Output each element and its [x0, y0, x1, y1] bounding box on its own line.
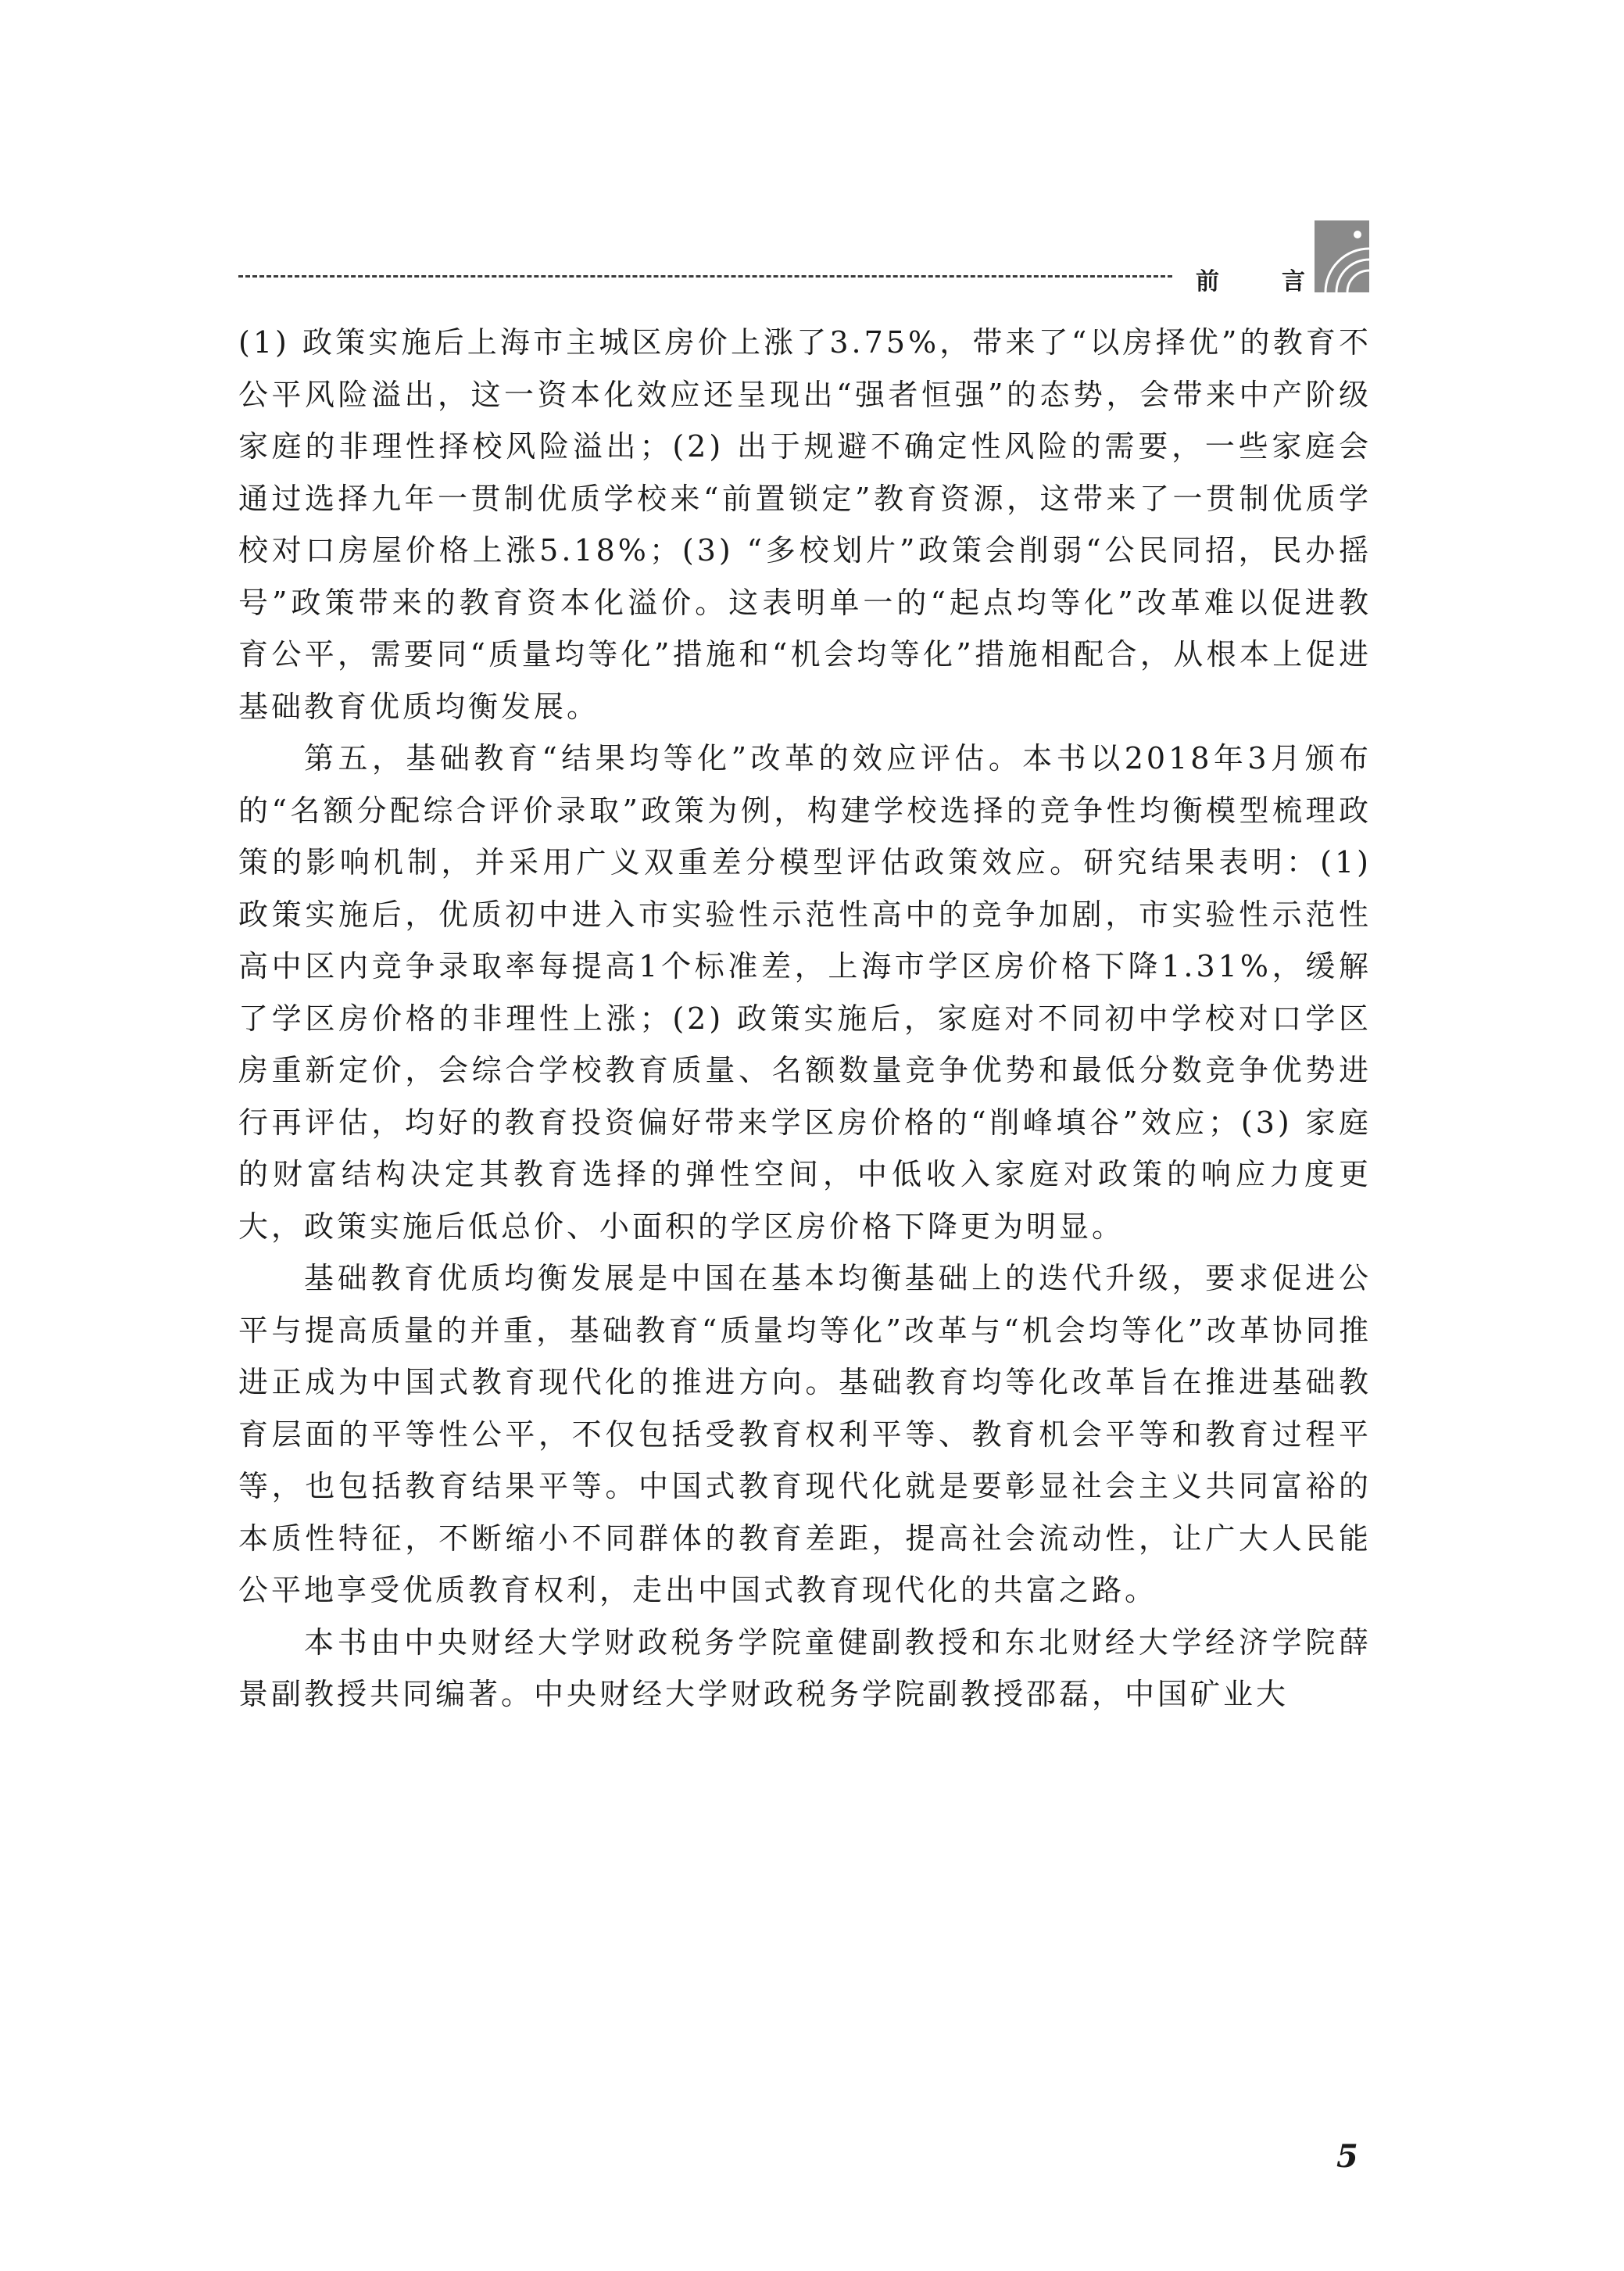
running-header — [1196, 262, 1305, 296]
corner-ornament-icon — [1315, 220, 1369, 292]
paragraph-4: 本书由中央财经大学财政税务学院童健副教授和东北财经大学经济学院薛景副教授共同编著。中央财经大学财政税务学院副教授邵磊，中国矿业大 — [238, 1624, 1372, 1711]
header-dashed-rule — [238, 275, 1172, 278]
paragraph-1: (1) 政策实施后上海市主城区房价上涨了3.75%，带来了“以房择优”的教育不公平风险溢出，这一资本化效应还呈现出“强者恒强”的态势，会带来中产阶级家庭的非理性择校风险溢出；(2) 出于规避不确定性风险的需要，一些家庭会通过选择九年一贯制优质学校来“前置锁定”教育资源，这带来了一贯制优质学校对口房屋价格上涨5.18%；(3) “多校划片”政策会削弱“公民同招，民办摇号”政策带来的教育资本化溢价。这表明单一的“起点均等化”改革难以促进教育公平，需要同“质量均等化”措施和“机会均等化”措施相配合，从根本上促进基础教育优质均衡发展。 — [238, 325, 1372, 724]
preface-body — [238, 317, 1372, 1721]
running-header-char-1: 前 — [1196, 268, 1219, 296]
paragraph-3: 基础教育优质均衡发展是中国在基本均衡基础上的迭代升级，要求促进公平与提高质量的并重，基础教育“质量均等化”改革与“机会均等化”改革协同推进正成为中国式教育现代化的推进方向。基础教育均等化改革旨在推进基础教育层面的平等性公平，不仅包括受教育权利平等、教育机会平等和教育过程平等，也包括教育结果平等。中国式教育现代化就是要彰显社会主义共同富裕的本质性特征，不断缩小不同群体的教育差距，提高社会流动性，让广大人民能公平地享受优质教育权利，走出中国式教育现代化的共富之路。 — [238, 1261, 1372, 1607]
page-number: 5 — [1336, 2138, 1358, 2175]
running-header-char-2: 言 — [1282, 268, 1305, 296]
paragraph-2: 第五，基础教育“结果均等化”改革的效应评估。本书以2018年3月颁布的“名额分配综合评价录取”政策为例，构建学校选择的竞争性均衡模型梳理政策的影响机制，并采用广义双重差分模型评估政策效应。研究结果表明：(1) 政策实施后，优质初中进入市实验性示范性高中的竞争加剧，市实验性示范性高中区内竞争录取率每提高1个标准差，上海市学区房价格下降1.31%，缓解了学区房价格的非理性上涨；(2) 政策实施后，家庭对不同初中学校对口学区房重新定价，会综合学校教育质量、名额数量竞争优势和最低分数竞争优势进行再评估，均好的教育投资偏好带来学区房价格的“削峰填谷”效应；(3) 家庭的财富结构决定其教育选择的弹性空间，中低收入家庭对政策的响应力度更大，政策实施后低总价、小面积的学区房价格下降更为明显。 — [238, 741, 1372, 1244]
